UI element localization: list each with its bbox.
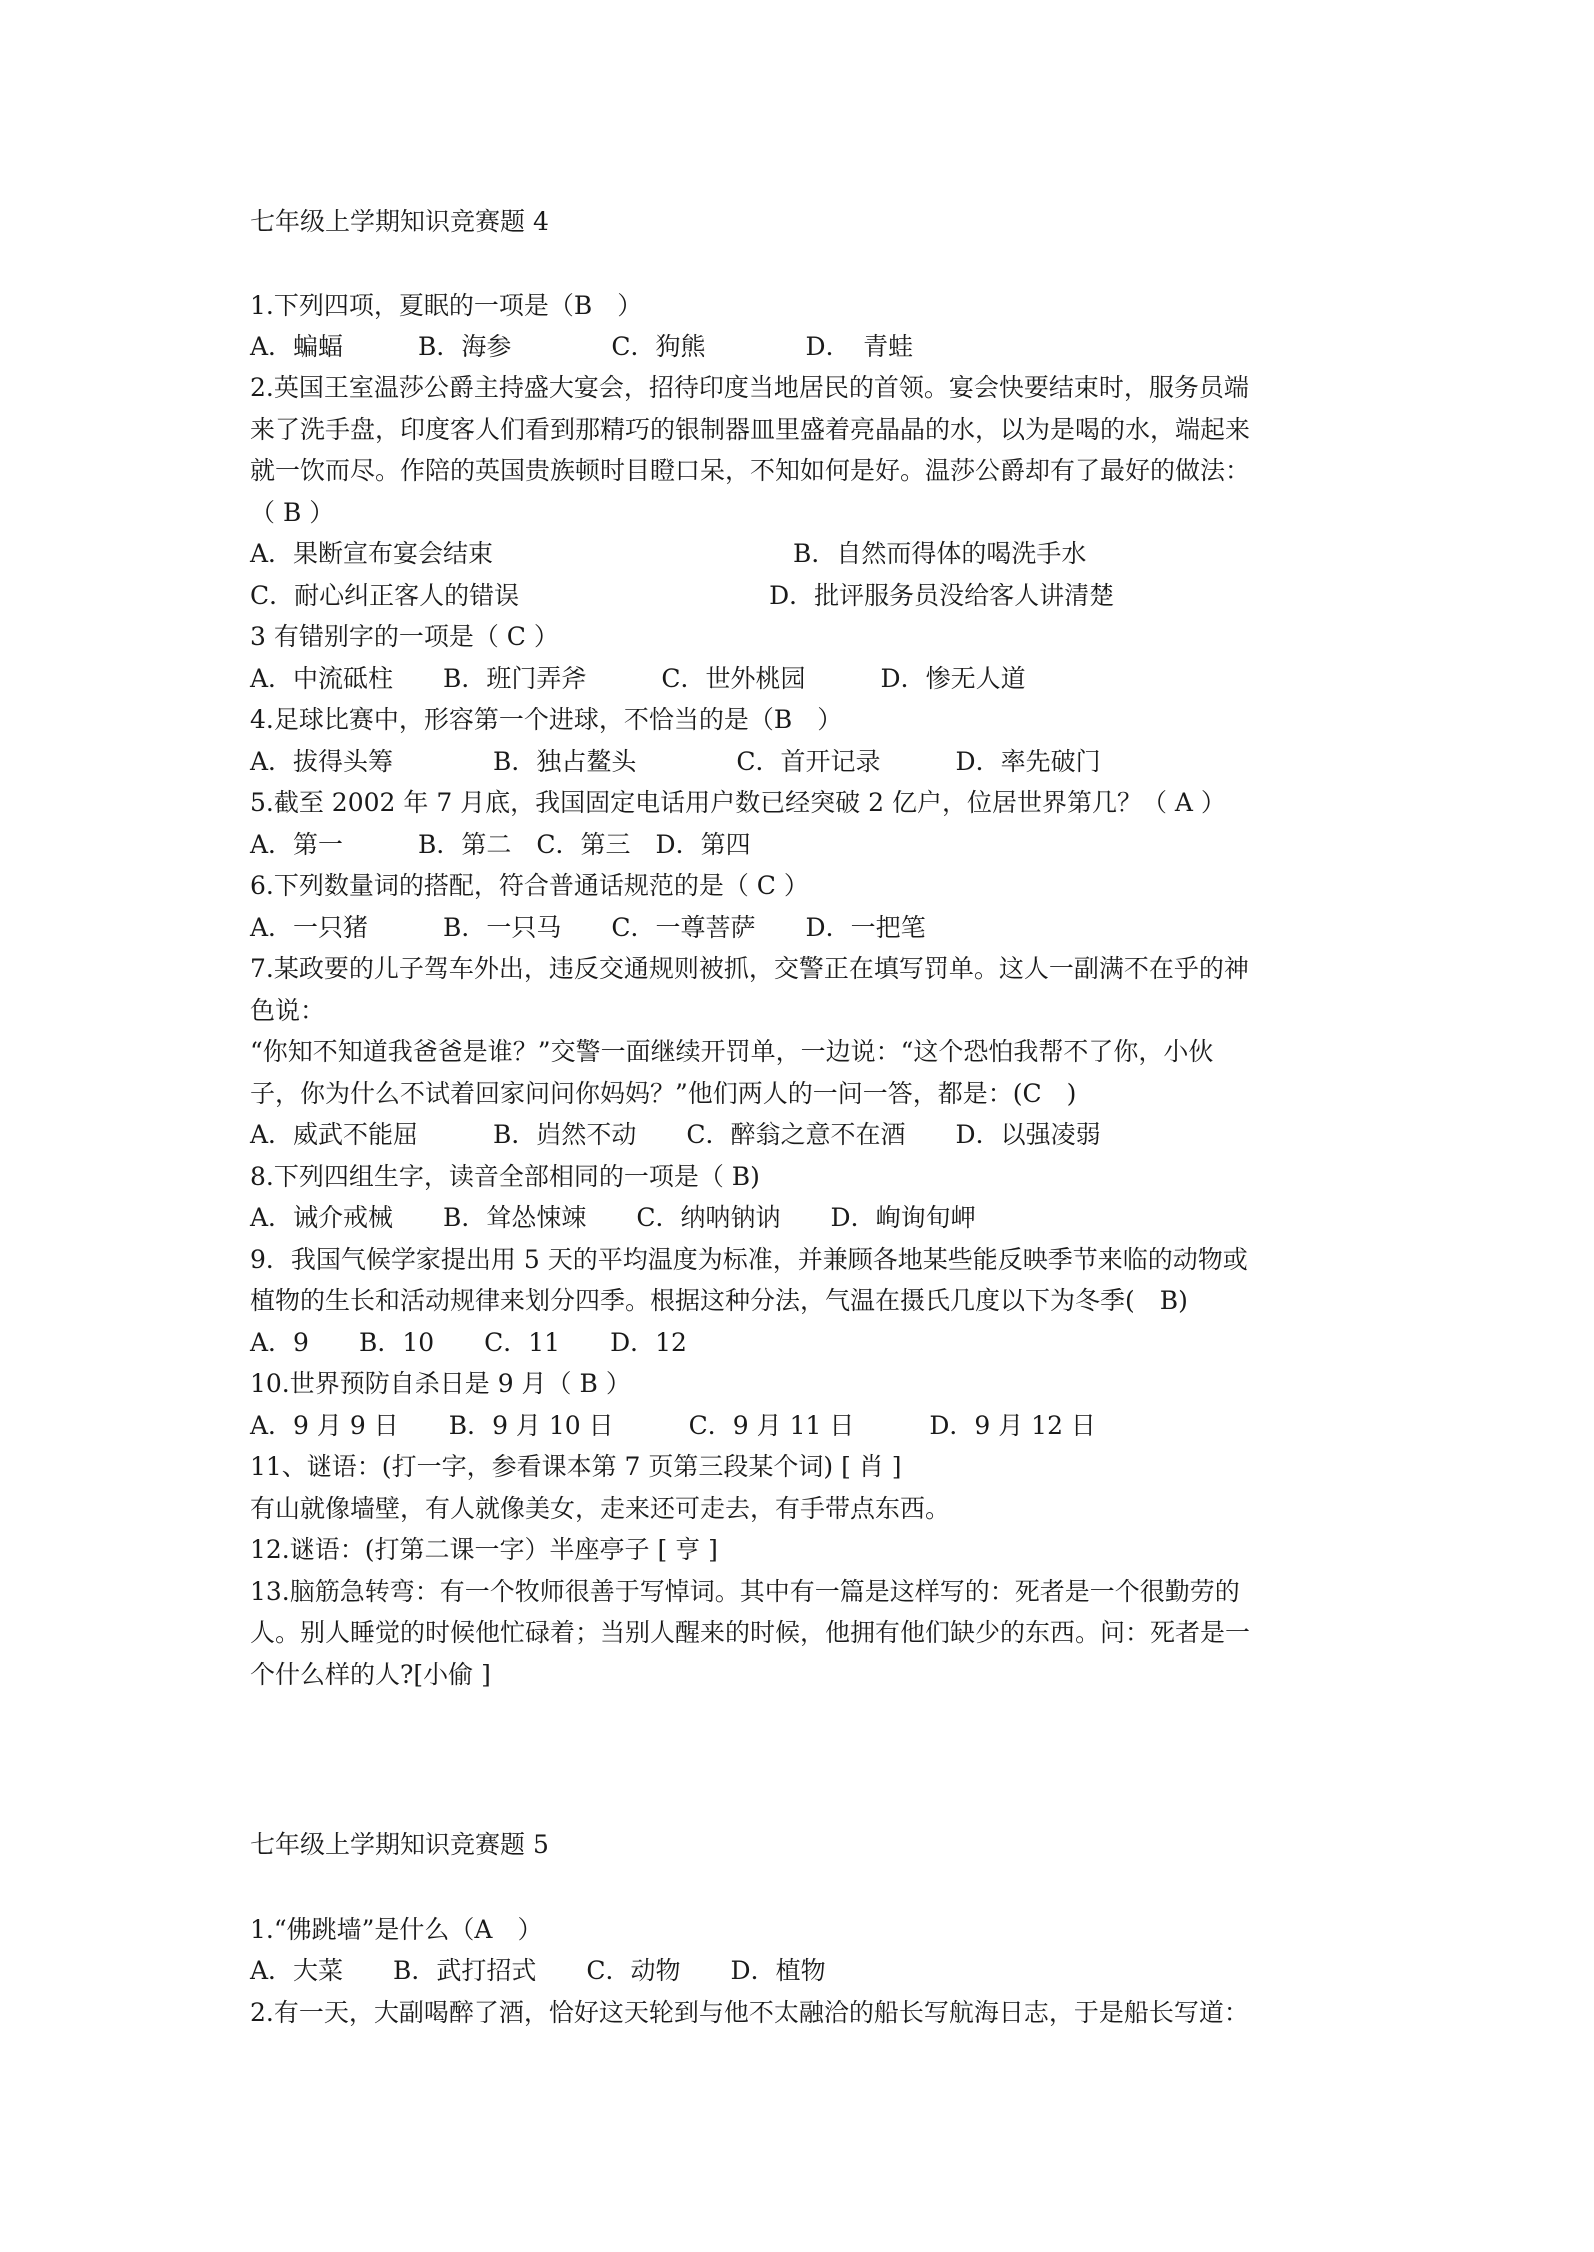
text-line: 4.足球比赛中，形容第一个进球，不恰当的是（B ） [250,705,843,734]
text-line: A．9 B．10 C．11 D．12 [250,1328,687,1357]
text-line: 有山就像墙壁，有人就像美女，走来还可走去，有手带点东西。 [250,1494,951,1523]
text-line: A．大菜 B．武打招式 C．动物 D．植物 [250,1956,826,1985]
quiz4-title: 七年级上学期知识竞赛题 4 [250,207,549,236]
quiz5-title: 七年级上学期知识竞赛题 5 [250,1830,549,1859]
text-line: 就一饮而尽。作陪的英国贵族顿时目瞪口呆，不知如何是好。温莎公爵却有了最好的做法： [250,456,1251,485]
text-line: 8.下列四组生字，读音全部相同的一项是（ B) [250,1162,760,1191]
text-line: C．耐心纠正客人的错误 D．批评服务员没给客人讲清楚 [250,581,1115,610]
text-line: 6.下列数量词的搭配，符合普通话规范的是（ C ） [250,871,809,900]
text-line: A．诫介戒械 B．耸怂悚竦 C．纳呐钠讷 D．峋询旬岬 [250,1203,976,1232]
text-line: 2.有一天，大副喝醉了酒，恰好这天轮到与他不太融洽的船长写航海日志，于是船长写道： [250,1998,1249,2027]
text-line: A．9 月 9 日 B．9 月 10 日 C．9 月 11 日 D．9 月 12 日 [250,1411,1096,1440]
text-line: 1.下列四项，夏眠的一项是（B ） [250,291,643,320]
text-line: 1.“佛跳墙”是什么（A ） [250,1915,543,1944]
text-line: 色说： [250,996,326,1025]
text-line: 13.脑筋急转弯：有一个牧师很善于写悼词。其中有一篇是这样写的：死者是一个很勤劳的 [250,1577,1240,1606]
text-line: 子，你为什么不试着回家问问你妈妈？”他们两人的一问一答，都是：(C ) [250,1079,1077,1108]
text-line: A．威武不能屈 B．岿然不动 C．醉翁之意不在酒 D．以强凌弱 [250,1120,1101,1149]
text-line: 10.世界预防自杀日是 9 月（ B ） [250,1369,631,1398]
text-line: 来了洗手盘，印度客人们看到那精巧的银制器皿里盛着亮晶晶的水，以为是喝的水，端起来 [250,415,1251,444]
text-line: 7.某政要的儿子驾车外出，违反交通规则被抓，交警正在填写罚单。这人一副满不在乎的神 [250,954,1249,983]
text-line: A．拔得头筹 B．独占鳌头 C．首开记录 D．率先破门 [250,747,1101,776]
text-line: 个什么样的人?[小偷 ] [250,1660,491,1689]
text-line: 9．我国气候学家提出用 5 天的平均温度为标准，并兼顾各地某些能反映季节来临的动物或 [250,1245,1248,1274]
text-line: 11、谜语：(打一字，参看课本第 7 页第三段某个词) [ 肖 ] [250,1452,902,1481]
text-line: 植物的生长和活动规律来划分四季。根据这种分法，气温在摄氏几度以下为冬季( B) [250,1286,1188,1315]
text-line: 人。别人睡觉的时候他忙碌着；当别人醒来的时候，他拥有他们缺少的东西。问：死者是一 [250,1618,1251,1647]
text-line: A．蝙蝠 B．海参 C．狗熊 D． 青蛙 [250,332,914,361]
text-line: “你知不知道我爸爸是谁？”交警一面继续开罚单，一边说：“这个恐怕我帮不了你，小伙 [250,1037,1214,1066]
text-line: A．第一 B．第二 C．第三 D．第四 [250,830,751,859]
text-line: A．中流砥柱 B．班门弄斧 C．世外桃园 D．惨无人道 [250,664,1026,693]
text-line: 5.截至 2002 年 7 月底，我国固定电话用户数已经突破 2 亿户，位居世界第几？（ A ） [250,788,1226,817]
text-line: （ B ） [250,498,335,527]
text-line: 12.谜语：(打第二课一字）半座亭子 [ 亨 ] [250,1535,718,1564]
text-line: 2.英国王室温莎公爵主持盛大宴会，招待印度当地居民的首领。宴会快要结束时，服务员端 [250,373,1249,402]
text-line: 3 有错别字的一项是（ C ） [250,622,559,651]
text-line: A．果断宣布宴会结束 B．自然而得体的喝洗手水 [250,539,1087,568]
text-line: A．一只猪 B．一只马 C．一尊菩萨 D．一把笔 [250,913,926,942]
